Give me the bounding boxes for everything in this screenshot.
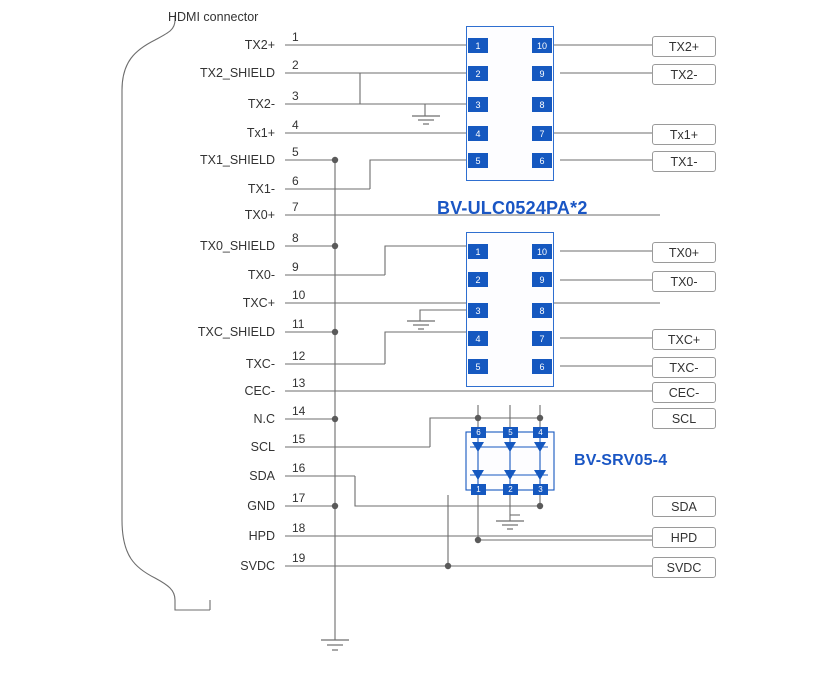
pin-number-7: 7 xyxy=(292,200,299,214)
pin-name-16: SDA xyxy=(249,469,275,483)
srv-pin-2: 2 xyxy=(503,484,518,495)
ic1-pin-10: 10 xyxy=(532,38,552,53)
pin-name-1: TX2+ xyxy=(244,38,275,52)
pin-name-6: TX1- xyxy=(247,182,275,196)
srv-pin-4: 4 xyxy=(533,427,548,438)
pin-number-5: 5 xyxy=(292,145,299,159)
output-tx1-plus: Tx1+ xyxy=(652,124,716,145)
output-txc-plus: TXC+ xyxy=(652,329,716,350)
ic2-pin-5: 5 xyxy=(468,359,488,374)
pin-name-18: HPD xyxy=(248,529,275,543)
pin-name-11: TXC_SHIELD xyxy=(197,325,275,339)
srv-pin-3: 3 xyxy=(533,484,548,495)
srv-pin-6: 6 xyxy=(471,427,486,438)
output-tx1-minus: TX1- xyxy=(652,151,716,172)
pin-number-14: 14 xyxy=(292,404,306,418)
output-hpd: HPD xyxy=(652,527,716,548)
ic1-pin-9: 9 xyxy=(532,66,552,81)
pin-name-15: SCL xyxy=(250,440,275,454)
ic2-pin-9: 9 xyxy=(532,272,552,287)
pin-number-12: 12 xyxy=(292,349,306,363)
output-tx2-plus: TX2+ xyxy=(652,36,716,57)
pin-name-7: TX0+ xyxy=(244,208,275,222)
pin-number-10: 10 xyxy=(292,288,306,302)
ic1-pin-5: 5 xyxy=(468,153,488,168)
output-tx0-plus: TX0+ xyxy=(652,242,716,263)
output-tx2-minus: TX2- xyxy=(652,64,716,85)
ic2-pin-8: 8 xyxy=(532,303,552,318)
srv-pin-1: 1 xyxy=(471,484,486,495)
output-svdc: SVDC xyxy=(652,557,716,578)
ic2-pin-7: 7 xyxy=(532,331,552,346)
pin-number-18: 18 xyxy=(292,521,306,535)
ic1-pin-8: 8 xyxy=(532,97,552,112)
connector-title: HDMI connector xyxy=(168,10,259,24)
ic2-pin-6: 6 xyxy=(532,359,552,374)
ic1-pin-1: 1 xyxy=(468,38,488,53)
pin-number-16: 16 xyxy=(292,461,306,475)
pin-number-3: 3 xyxy=(292,89,299,103)
pin-name-2: TX2_SHIELD xyxy=(199,66,275,80)
output-sda: SDA xyxy=(652,496,716,517)
pin-name-19: SVDC xyxy=(240,559,275,573)
pin-number-1: 1 xyxy=(292,30,299,44)
part-label-ulc0524pa: BV-ULC0524PA*2 xyxy=(437,198,588,218)
ic1-pin-6: 6 xyxy=(532,153,552,168)
ic2-pin-3: 3 xyxy=(468,303,488,318)
ic1-pin-2: 2 xyxy=(468,66,488,81)
output-cec: CEC- xyxy=(652,382,716,403)
ic1-pin-7: 7 xyxy=(532,126,552,141)
output-txc-minus: TXC- xyxy=(652,357,716,378)
pin-number-17: 17 xyxy=(292,491,306,505)
ic2-pin-2: 2 xyxy=(468,272,488,287)
pin-name-3: TX2- xyxy=(247,97,275,111)
pin-number-6: 6 xyxy=(292,174,299,188)
pin-number-4: 4 xyxy=(292,118,299,132)
pin-name-9: TX0- xyxy=(247,268,275,282)
pin-name-10: TXC+ xyxy=(242,296,275,310)
pin-name-4: Tx1+ xyxy=(246,126,275,140)
pin-name-8: TX0_SHIELD xyxy=(199,239,275,253)
output-scl: SCL xyxy=(652,408,716,429)
pin-number-19: 19 xyxy=(292,551,306,565)
pin-name-14: N.C xyxy=(253,412,275,426)
pin-name-5: TX1_SHIELD xyxy=(199,153,275,167)
ic2-pin-1: 1 xyxy=(468,244,488,259)
part-label-srv05-4: BV-SRV05-4 xyxy=(574,452,668,469)
pin-number-8: 8 xyxy=(292,231,299,245)
pin-name-13: CEC- xyxy=(244,384,275,398)
ic2-pin-4: 4 xyxy=(468,331,488,346)
pin-number-9: 9 xyxy=(292,260,299,274)
output-tx0-minus: TX0- xyxy=(652,271,716,292)
pin-name-17: GND xyxy=(247,499,275,513)
ic1-pin-4: 4 xyxy=(468,126,488,141)
pin-number-2: 2 xyxy=(292,58,299,72)
ic2-pin-10: 10 xyxy=(532,244,552,259)
pin-number-13: 13 xyxy=(292,376,306,390)
srv-pin-5: 5 xyxy=(503,427,518,438)
pin-number-11: 11 xyxy=(292,317,305,331)
pin-number-15: 15 xyxy=(292,432,306,446)
pin-name-12: TXC- xyxy=(245,357,275,371)
ic1-pin-3: 3 xyxy=(468,97,488,112)
